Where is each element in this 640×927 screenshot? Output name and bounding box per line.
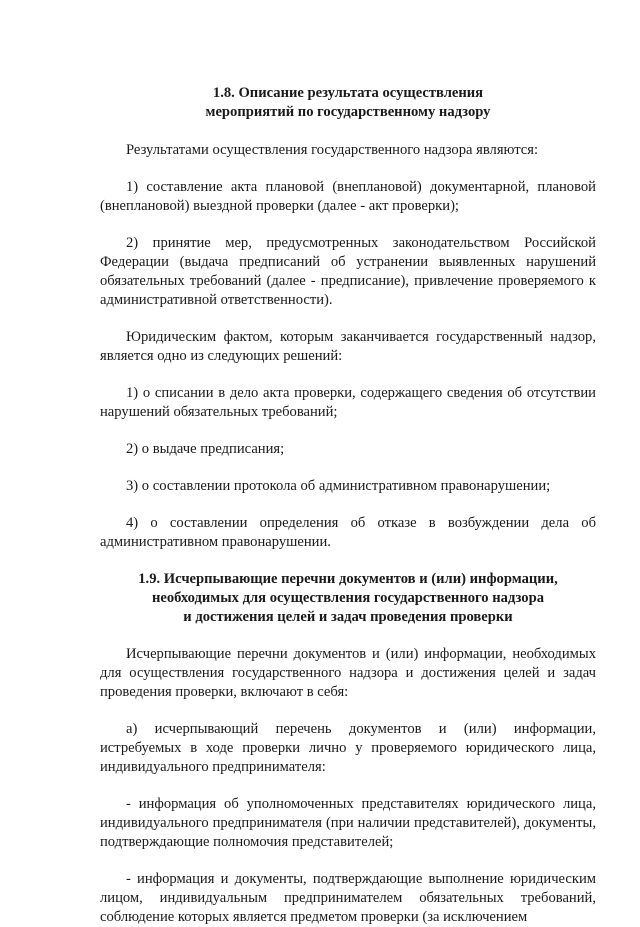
section-1-8-title-line2: мероприятий по государственному надзору [205,104,491,120]
section-1-9-intro: Исчерпывающие перечни документов и (или) информации, необходимых для осуществления государственного надзора и достижения целей и задач проведения проверки, включают в себя: [100,646,596,700]
section-1-8-title-line1: 1.8. Описание результата осуществления [212,85,484,101]
item-a-paragraph: а) исчерпывающий перечень документов и (или) информации, истребуемых в ходе проверки лично у проверяемого юридического лица, индивидуального предпринимателя: [100,721,596,775]
section-1-9-title-line1: 1.9. Исчерпывающие перечни документов и (или) информации, [138,571,558,587]
section-1-9-heading [100,570,596,627]
decision-item-2: 2) о выдаче предписания; [126,441,285,457]
document-page [100,84,596,927]
bullet-representatives: - информация об уполномоченных представителях юридического лица, индивидуального предпринимателя (при наличии представителей), документы, подтверждающие полномочия представителей; [100,796,596,850]
result-item-1: 1) составление акта плановой (внеплановой) документарной, плановой (внеплановой) выездной проверки (далее - акт проверки); [100,179,596,214]
result-item-2: 2) принятие мер, предусмотренных законодательством Российской Федерации (выдача предписаний об устранении выявленных нарушений обязательных требований (далее - предписание), привлечение проверяемого к административной ответственности). [100,235,596,308]
decision-item-4: 4) о составлении определения об отказе в возбуждении дела об административном правонарушении. [100,515,596,550]
bullet-compliance-documents: - информация и документы, подтверждающие выполнение юридическим лицом, индивидуальным предпринимателем обязательных требований, соблюдение которых является предметом проверки (за исключением [100,871,596,925]
section-1-8-heading [100,84,596,122]
section-1-9-title-line2: необходимых для осуществления государственного надзора [151,590,545,606]
legal-fact-paragraph: Юридическим фактом, которым заканчивается государственный надзор, является одно из следующих решений: [100,329,596,364]
section-1-8-intro: Результатами осуществления государственного надзора являются: [126,142,539,158]
decision-item-3: 3) о составлении протокола об административном правонарушении; [126,478,551,494]
section-1-9-title-line3: и достижения целей и задач проведения проверки [183,609,513,625]
decision-item-1: 1) о списании в дело акта проверки, содержащего сведения об отсутствии нарушений обязательных требований; [100,385,596,420]
